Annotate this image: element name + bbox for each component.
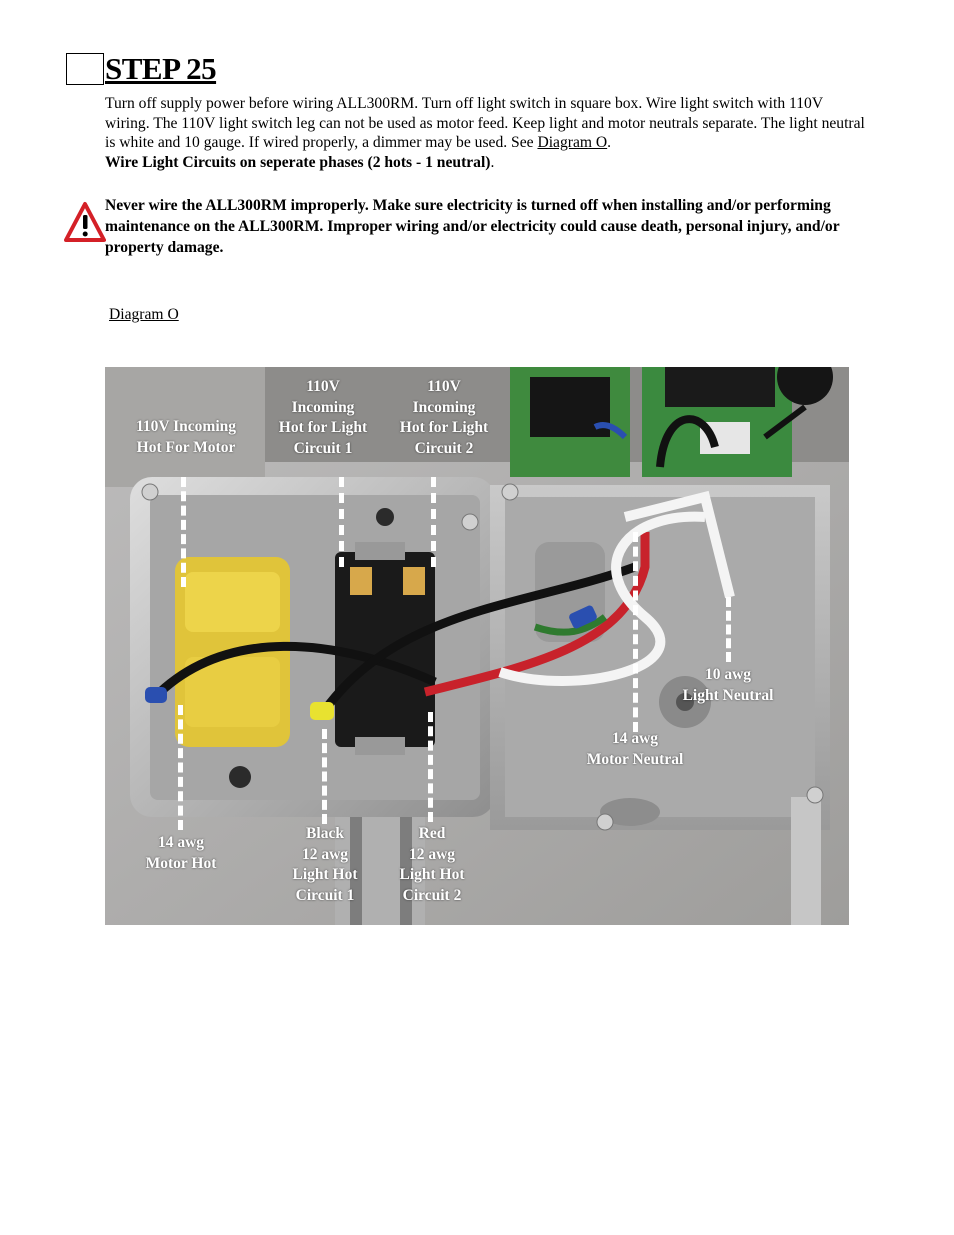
- instructions-paragraph: [105, 94, 865, 172]
- phase-instruction: Wire Light Circuits on seperate phases (2 hots - 1 neutral): [105, 153, 491, 171]
- instructions-text-2: .: [607, 134, 612, 151]
- pointer-motor-neutral: [633, 532, 638, 732]
- pointer-light2-incoming: [431, 477, 436, 567]
- label-light1-incoming: 110V Incoming Hot for Light Circuit 1: [278, 378, 368, 457]
- instructions-text-1: Turn off supply power before wiring ALL300RM. Turn off light switch in square box. Wire light switch with 110V wiring. The 110V light switch leg can not be used as motor feed. Keep light and motor neutrals separate. The light neutral is white and 10 gauge. If wired properly, a dimmer may be used. See: [105, 95, 865, 151]
- diagram-o-link[interactable]: Diagram O: [537, 134, 608, 151]
- label-light2-incoming: 110V Incoming Hot for Light Circuit 2: [399, 378, 489, 457]
- pointer-light2-hot: [428, 712, 433, 822]
- label-motor-hot-incoming: 110V Incoming Hot For Motor: [135, 418, 237, 456]
- label-light-neutral: 10 awg Light Neutral: [682, 666, 774, 704]
- pointer-motor-hot: [178, 705, 183, 830]
- step-checkbox[interactable]: [66, 53, 104, 85]
- pointer-light-neutral: [726, 597, 731, 662]
- label-motor-neutral: 14 awg Motor Neutral: [586, 730, 684, 768]
- pointer-light1-incoming: [339, 477, 344, 567]
- warning-triangle-icon: [64, 201, 106, 243]
- wiring-photo: [105, 367, 849, 925]
- step-title: STEP 25: [105, 51, 217, 86]
- instructions-text-3: .: [490, 153, 495, 171]
- label-motor-hot: 14 awg Motor Hot: [145, 834, 217, 872]
- warning-text: Never wire the ALL300RM improperly. Make sure electricity is turned off when installing and/or performing maintenance on the ALL300RM. Improper wiring and/or electricity could cause death, personal injury, and/or property damage.: [105, 197, 840, 256]
- label-light1-hot: Black 12 awg Light Hot Circuit 1: [292, 825, 358, 904]
- label-light2-hot: Red 12 awg Light Hot Circuit 2: [399, 825, 465, 904]
- pointer-light1-hot: [322, 729, 327, 824]
- pointer-motor-hot-incoming: [181, 477, 186, 587]
- diagram-caption: Diagram O: [109, 306, 179, 323]
